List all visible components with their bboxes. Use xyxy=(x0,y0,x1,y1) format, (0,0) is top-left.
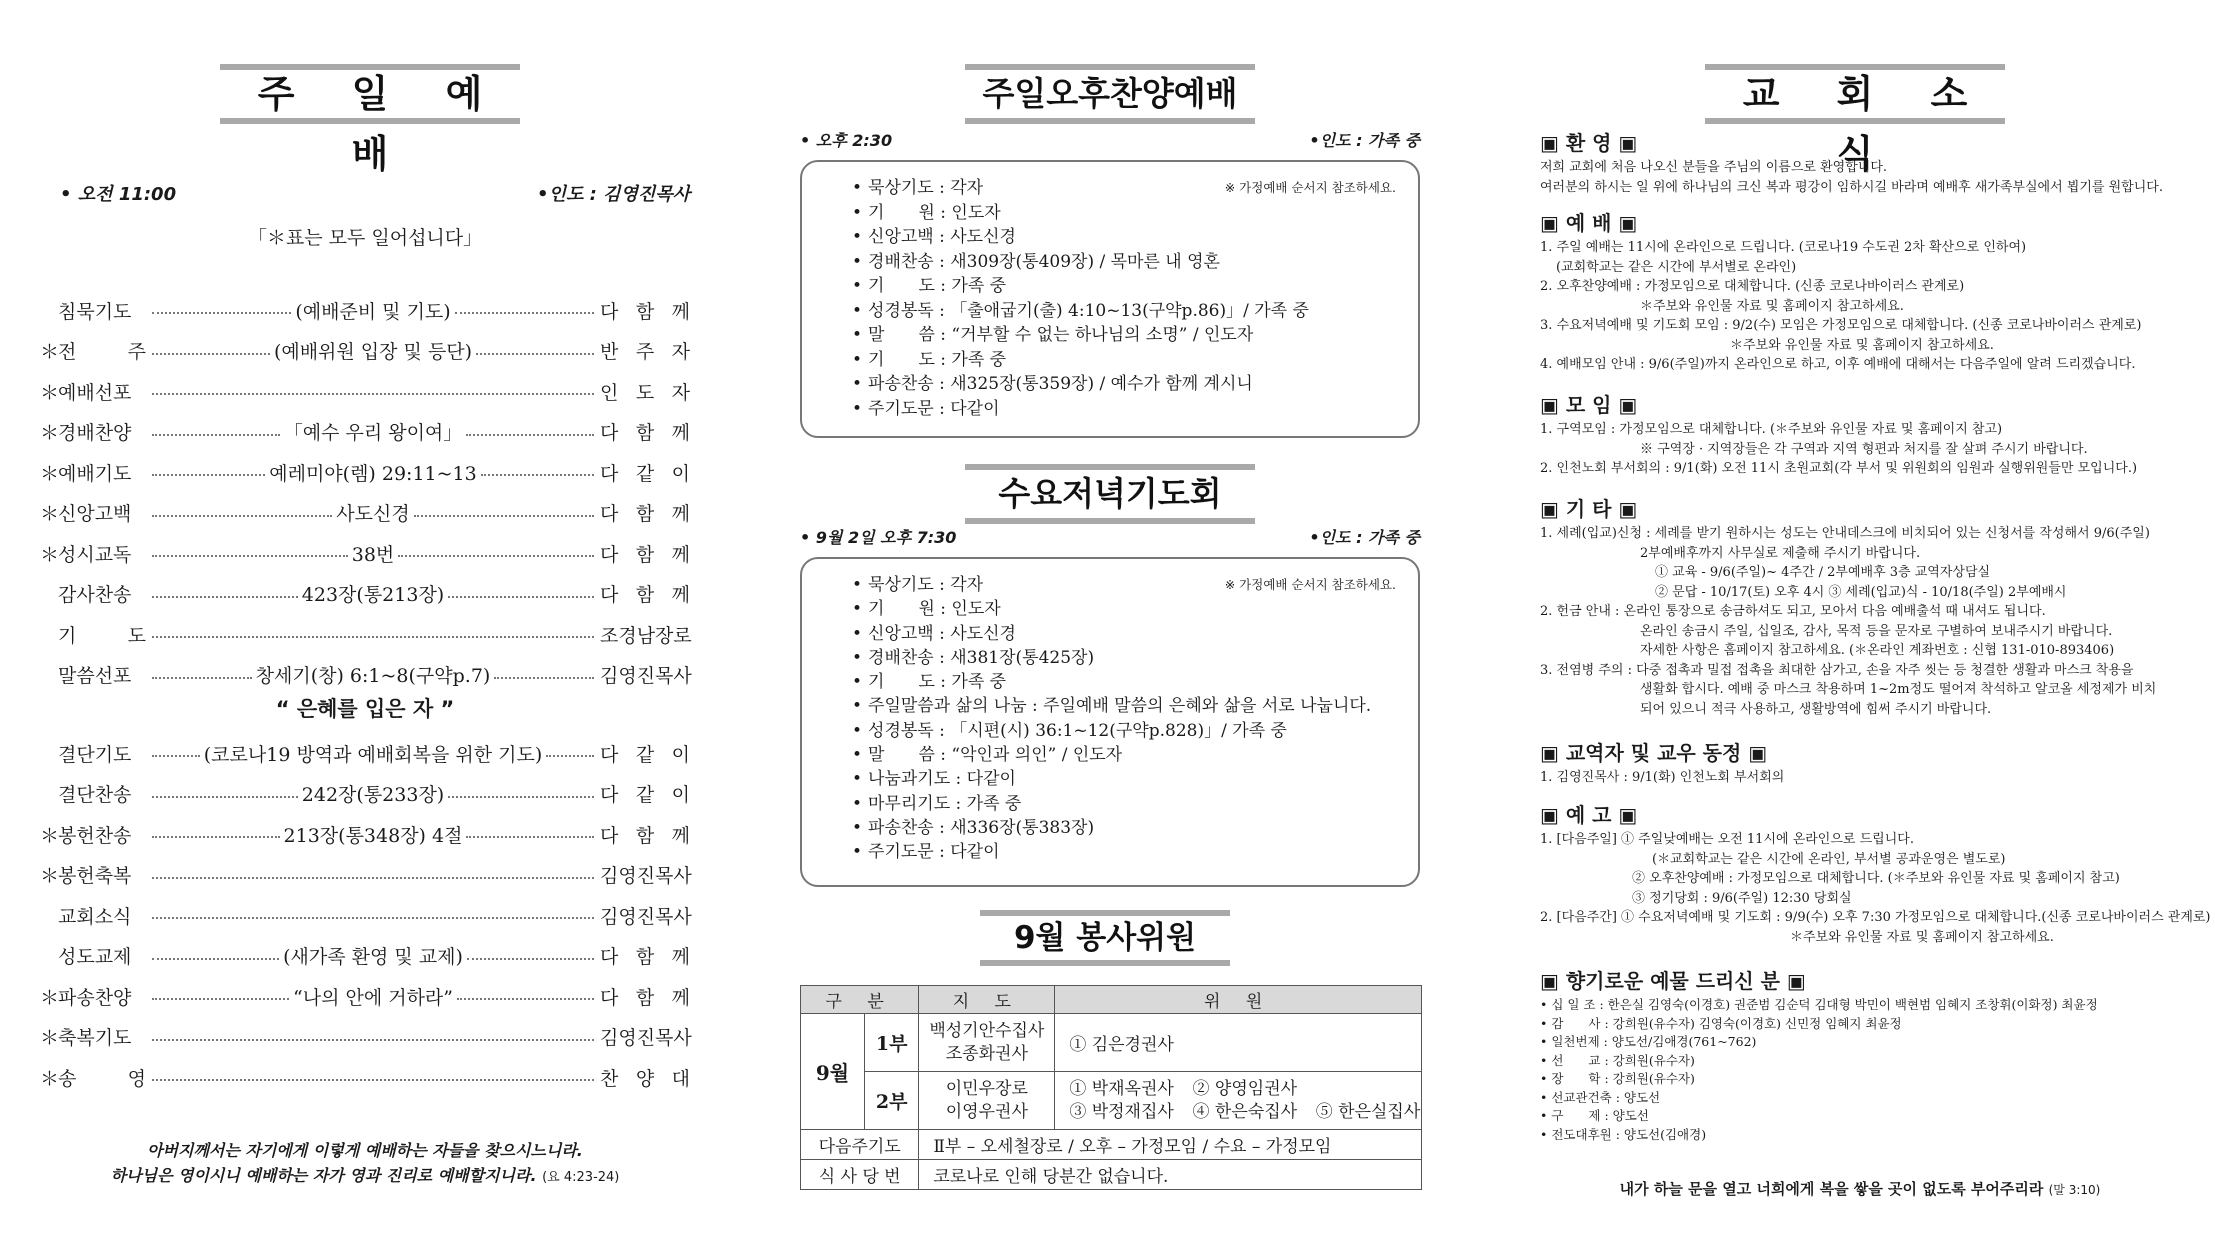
dot-leader xyxy=(152,998,289,1000)
people-news-section xyxy=(1540,738,2180,788)
order-person: 다 함 께 xyxy=(600,946,690,969)
order-item: • 파송찬송 : 새336장(통383장) xyxy=(852,816,1371,840)
part1-leaders xyxy=(919,1014,1055,1072)
order-row xyxy=(40,614,690,655)
order-person: 다 함 께 xyxy=(600,503,690,526)
news-line: ※ 구역장 · 지역장들은 각 구역과 지역 형편과 처지를 잘 살펴 주시기 바랍니다. xyxy=(1640,441,2088,457)
offering-line: • 장 학 : 강희원(유수자) xyxy=(1540,1071,1695,1086)
dot-leader xyxy=(398,555,594,557)
dot-leader xyxy=(152,836,280,838)
order-item: • 주기도문 : 다같이 xyxy=(852,840,1371,864)
dot-leader xyxy=(467,958,594,960)
news-line: 저희 교회에 처음 나오신 분들을 주님의 이름으로 환영합니다. xyxy=(1540,160,1888,175)
welcome-section xyxy=(1540,128,2180,197)
order-person: 김영진목사 xyxy=(600,1027,692,1050)
dot-leader xyxy=(494,677,594,679)
dot-leader xyxy=(152,515,332,517)
church-news-column xyxy=(1540,0,2211,1240)
news-line: 생활화 합시다. 예배 중 마스크 착용하며 1~2m정도 떨어져 착석하고 알코올 세정제가 비치 xyxy=(1640,682,2157,697)
dot-leader xyxy=(152,312,291,314)
order-item: • 묵상기도 : 각자 xyxy=(852,573,1371,597)
stand-note: 「＊표는 모두 일어섭니다」 xyxy=(247,227,483,249)
dot-leader xyxy=(466,836,594,838)
stand-mark: ＊ xyxy=(40,865,60,888)
dot-leader xyxy=(152,636,594,638)
verse-line-1: 아버지께서는 자기에게 이렇게 예배하는 자들을 찾으시느니라. xyxy=(147,1141,583,1160)
news-line: ① 교육 - 9/6(주일)~ 4주간 / 2부예배후 3층 교역자상담실 xyxy=(1655,565,1991,580)
afternoon-order-box xyxy=(800,160,1420,438)
dot-leader xyxy=(152,393,594,395)
news-line: 1. 구역모임 : 가정모임으로 대체합니다. (＊주보와 유인물 자료 및 홈페이지 참고) xyxy=(1540,422,2003,437)
order-content: (예배위원 입장 및 등단) xyxy=(273,341,473,364)
order-content: 창세기(창) 6:1~8(구약p.7) xyxy=(255,665,491,688)
section-heading: ▣ 향기로운 예물 드리신 분 ▣ xyxy=(1540,969,1806,993)
order-label: 신앙고백 xyxy=(58,503,132,526)
order-row xyxy=(40,814,690,855)
order-item: • 신앙고백 : 사도신경 xyxy=(852,225,1309,250)
sunday-worship-column xyxy=(40,0,690,1240)
afternoon-leader: •인도 : 가족 중 xyxy=(1309,131,1420,150)
part-2: 2부 xyxy=(865,1072,919,1130)
order-row xyxy=(40,855,690,896)
news-line: 2부예배후까지 사무실로 제출해 주시기 바랍니다. xyxy=(1640,545,1921,561)
dot-leader xyxy=(152,434,280,436)
title-bottom-bar xyxy=(1705,118,2005,124)
order-item: • 기 도 : 가족 중 xyxy=(852,348,1309,373)
section-title-text: 주 일 예 배 xyxy=(257,72,505,176)
dot-leader xyxy=(152,1039,594,1041)
order-leader-dots xyxy=(152,780,594,807)
dot-leader xyxy=(152,677,252,679)
news-line: 여러분의 하시는 일 위에 하나님의 크신 복과 평강이 임하시길 바라며 예배후 새가족부실에서 뵙기를 원합니다. xyxy=(1540,179,2163,195)
news-line: (교회학교는 같은 시간에 부서별로 온라인) xyxy=(1556,259,1797,275)
dot-leader xyxy=(152,796,298,798)
order-label: 파송찬양 xyxy=(58,986,132,1009)
order-leader-dots xyxy=(152,540,594,567)
order-label: 성도교제 xyxy=(58,946,132,969)
bible-verse xyxy=(40,1138,690,1190)
afternoon-worship-title xyxy=(965,64,1255,124)
leader-name: 백성기안수집사 xyxy=(929,1020,1045,1041)
verse-line-2: 하나님은 영이시니 예배하는 자가 영과 진리로 예배할지니라. xyxy=(110,1166,537,1185)
sunday-worship-title xyxy=(220,64,520,176)
order-person: 다 함 께 xyxy=(600,422,690,445)
order-content: 423장(통213장) xyxy=(301,584,445,607)
order-row xyxy=(40,976,690,1017)
order-leader-dots xyxy=(152,661,594,688)
order-leader-dots xyxy=(152,630,594,638)
dot-leader xyxy=(476,353,594,355)
worship-time: • 오전 11:00 xyxy=(60,184,177,205)
order-leader-dots xyxy=(152,911,594,919)
order-row xyxy=(40,655,690,696)
order-content: 38번 xyxy=(351,543,395,566)
offering-line: • 십 일 조 : 한은실 김영숙(이경호) 권준범 김순덕 김대형 박민이 백현범 임혜지 조창휘(이화정) 최윤정 xyxy=(1540,997,2098,1012)
order-content: 213장(통348장) 4절 xyxy=(283,824,463,847)
title-bottom-bar xyxy=(965,118,1255,124)
dot-leader xyxy=(152,917,594,919)
order-label: 기 도 xyxy=(58,624,146,647)
order-row xyxy=(40,574,690,615)
offering-section xyxy=(1540,966,2180,1144)
wednesday-order-box xyxy=(800,557,1420,887)
order-leader-dots xyxy=(152,871,594,879)
news-line: 4. 예배모임 안내 : 9/6(주일)까지 온라인으로 하고, 이후 예배에 대해서는 다음주일에 알려 드리겠습니다. xyxy=(1540,357,2136,372)
dot-leader xyxy=(457,998,594,1000)
title-top-bar xyxy=(220,64,520,70)
order-leader-dots xyxy=(152,983,594,1010)
worship-leader: •인도 : 김영진목사 xyxy=(537,184,690,205)
verse-reference: (요 4:23-24) xyxy=(542,1170,620,1185)
offering-line: • 감 사 : 강희원(유수자) 김영숙(이경호) 신민정 임혜지 최윤정 xyxy=(1540,1015,1902,1031)
dot-leader xyxy=(152,1079,594,1081)
news-line: ② 오후찬양예배 : 가정모임으로 대체합니다. (＊주보와 유인물 자료 및 홈페이지 참고) xyxy=(1632,871,2120,886)
section-heading: ▣ 교역자 및 교우 동정 ▣ xyxy=(1540,741,1768,765)
order-row xyxy=(40,533,690,574)
section-title-text: 수요저녁기도회 xyxy=(998,474,1222,513)
news-line: 자세한 사항은 홈페이지 참고하세요. (＊온라인 계좌번호 : 신협 131-010-893406) xyxy=(1640,643,2115,658)
order-leader-dots xyxy=(152,1033,594,1041)
offering-line: • 선 교 : 강희원(유수자) xyxy=(1540,1052,1695,1068)
news-line: 1. 주일 예배는 11시에 온라인으로 드립니다. (코로나19 수도권 2차 확산으로 인하여) xyxy=(1540,240,2027,255)
order-label: 송 영 xyxy=(58,1067,146,1090)
stand-mark: ＊ xyxy=(40,824,60,847)
stand-mark: ＊ xyxy=(40,381,60,404)
news-line: 1. 김영진목사 : 9/1(화) 인천노회 부서회의 xyxy=(1540,770,1785,785)
box-note: ※ 가정예배 순서지 참조하세요. xyxy=(1224,577,1396,592)
order-row xyxy=(40,1057,690,1098)
header-wiwon: 위 원 xyxy=(1055,986,1422,1014)
order-row xyxy=(40,895,690,936)
wednesday-time: • 9월 2일 오후 7:30 xyxy=(800,528,957,547)
order-content: 242장(통233장) xyxy=(301,784,445,807)
order-label: 말씀선포 xyxy=(58,665,132,688)
order-person: 다 같 이 xyxy=(600,462,690,485)
order-label: 전 주 xyxy=(58,341,146,364)
dot-leader xyxy=(152,474,265,476)
header-gubun: 구 분 xyxy=(801,986,919,1014)
news-line: 온라인 송금시 주일, 십일조, 감사, 목적 등을 문자로 구별하여 보내주시기 바랍니다. xyxy=(1640,623,2113,639)
news-line: 1. 세례(입교)신청 : 세례를 받기 원하시는 성도는 안내데스크에 비치되어 있는 신청서를 작성해서 9/6(주일) xyxy=(1540,526,2150,541)
dot-leader xyxy=(481,474,594,476)
order-leader-dots xyxy=(152,821,594,848)
order-item: • 경배찬송 : 새309장(통409장) / 목마른 내 영혼 xyxy=(852,250,1309,275)
order-content: (코로나19 방역과 예배회복을 위한 기도) xyxy=(203,743,543,766)
news-line: 되어 있으니 적극 사용하고, 생활방역에 힘써 주시기 바랍니다. xyxy=(1640,701,1992,717)
part-1: 1부 xyxy=(865,1014,919,1072)
news-line: 2. 헌금 안내 : 온라인 통장으로 송금하셔도 되고, 모아서 다음 예배출석 때 내셔도 됩니다. xyxy=(1540,604,2046,619)
part2-members xyxy=(1055,1072,1422,1130)
order-row xyxy=(40,412,690,453)
member-name: ④ 한은숙집사 xyxy=(1192,1101,1298,1122)
dot-leader xyxy=(414,515,594,517)
offering-line: • 전도대후원 : 양도선(김애경) xyxy=(1540,1126,1707,1142)
order-label: 봉헌찬송 xyxy=(58,824,132,847)
news-line: 2. 오후찬양예배 : 가정모임으로 대체합니다. (신종 코로나바이러스 관계로) xyxy=(1540,279,1965,294)
order-content: 「예수 우리 왕이여」 xyxy=(283,422,463,445)
order-content: 예레미야(렘) 29:11~13 xyxy=(269,462,477,485)
order-leader-dots xyxy=(152,942,594,969)
order-person: 다 함 께 xyxy=(600,824,690,847)
order-label: 성시교독 xyxy=(58,543,132,566)
volunteers-table xyxy=(800,985,1422,1190)
news-line: ② 문답 - 10/17(토) 오후 4시 ③ 세례(입교)식 - 10/18(주일) 2부예배시 xyxy=(1655,584,2067,600)
worship-order-list-2 xyxy=(40,733,690,1098)
stand-mark: ＊ xyxy=(40,422,60,445)
next-prayer-label: 다음주기도 xyxy=(801,1130,919,1160)
order-item: • 파송찬송 : 새325장(통359장) / 예수가 함께 계시니 xyxy=(852,372,1309,397)
order-content: 사도신경 xyxy=(336,503,410,526)
order-row xyxy=(40,371,690,412)
afternoon-time: • 오후 2:30 xyxy=(800,131,893,150)
title-top-bar xyxy=(965,464,1255,470)
news-line: ③ 정기당회 : 9/6(주일) 12:30 당회실 xyxy=(1632,890,1852,906)
order-label: 감사찬송 xyxy=(58,584,132,607)
title-bottom-bar xyxy=(980,960,1230,966)
volunteers-title xyxy=(980,910,1230,966)
dot-leader xyxy=(152,877,594,879)
news-line: 2. 인천노회 부서회의 : 9/1(화) 오전 11시 초원교회(각 부서 및 위원회의 임원과 실행위원들만 모입니다.) xyxy=(1540,461,2138,476)
title-top-bar xyxy=(1705,64,2005,70)
dot-leader xyxy=(448,796,594,798)
offering-line: • 구 제 : 양도선 xyxy=(1540,1108,1649,1123)
leader-name: 이영우권사 xyxy=(945,1101,1028,1122)
order-label: 예배기도 xyxy=(58,462,132,485)
afternoon-order-list xyxy=(852,176,1309,421)
dot-leader xyxy=(466,434,594,436)
order-leader-dots xyxy=(152,499,594,526)
stand-mark: ＊ xyxy=(40,341,60,364)
order-leader-dots xyxy=(152,740,594,767)
order-person: 다 함 께 xyxy=(600,300,690,323)
stand-mark: ＊ xyxy=(40,1067,60,1090)
order-row xyxy=(40,290,690,331)
next-prayer-value: Ⅱ부 – 오세철장로 / 오후 – 가정모임 / 수요 – 가정모임 xyxy=(919,1130,1422,1160)
member-name: ③ 박정재집사 xyxy=(1069,1101,1174,1122)
order-person: 김영진목사 xyxy=(600,665,692,688)
section-heading: ▣ 모 임 ▣ xyxy=(1540,393,1638,417)
stand-mark: ＊ xyxy=(40,543,60,566)
order-person: 반 주 자 xyxy=(600,341,690,364)
etc-section xyxy=(1540,494,2180,719)
title-top-bar xyxy=(980,910,1230,916)
offering-line: • 선교관건축 : 양도선 xyxy=(1540,1089,1661,1105)
order-item: • 신앙고백 : 사도신경 xyxy=(852,622,1371,646)
worship-section xyxy=(1540,208,2180,375)
section-title-text: 주일오후찬양예배 xyxy=(982,74,1238,113)
order-person: 다 같 이 xyxy=(600,784,690,807)
news-line: 3. 전염병 주의 : 다중 접촉과 밀접 접촉을 최대한 삼가고, 손을 자주 씻는 등 청결한 생활과 마스크 착용을 xyxy=(1540,662,2134,678)
order-leader-dots xyxy=(152,459,594,486)
title-bottom-bar xyxy=(220,118,520,124)
section-heading: ▣ 예 배 ▣ xyxy=(1540,211,1638,235)
meeting-section xyxy=(1540,390,2180,479)
title-bottom-bar xyxy=(965,518,1255,524)
wednesday-prayer-title xyxy=(965,464,1255,524)
order-row xyxy=(40,1017,690,1058)
stand-mark: ＊ xyxy=(40,1027,60,1050)
month-cell: 9월 xyxy=(801,1014,865,1130)
order-person: 조경남장로 xyxy=(600,624,692,647)
order-leader-dots xyxy=(152,1073,594,1081)
order-label: 결단기도 xyxy=(58,743,132,766)
leader-name: 조종화권사 xyxy=(945,1043,1028,1064)
stand-mark: ＊ xyxy=(40,986,60,1009)
order-person: 김영진목사 xyxy=(600,905,692,928)
meal-duty-value: 코로나로 인해 당분간 없습니다. xyxy=(919,1160,1422,1190)
order-item: • 기 원 : 인도자 xyxy=(852,597,1371,621)
dot-leader xyxy=(152,555,348,557)
dot-leader xyxy=(152,596,298,598)
verse-text: 내가 하늘 문을 열고 너희에게 복을 쌓을 곳이 없도록 부어주리라 xyxy=(1619,1180,2044,1198)
order-leader-dots xyxy=(152,297,594,324)
order-item: • 묵상기도 : 각자 xyxy=(852,176,1309,201)
sermon-title: “ 은혜를 입은 자 ” xyxy=(275,697,455,721)
order-item: • 나눔과기도 : 다같이 xyxy=(852,767,1371,791)
order-item: • 말 씀 : “악인과 의인” / 인도자 xyxy=(852,743,1371,767)
dot-leader xyxy=(152,958,279,960)
dot-leader xyxy=(448,596,594,598)
order-item: • 기 원 : 인도자 xyxy=(852,201,1309,226)
header-jido: 지 도 xyxy=(919,986,1055,1014)
order-label: 예배선포 xyxy=(58,381,132,404)
order-leader-dots xyxy=(152,387,594,395)
order-row xyxy=(40,331,690,372)
news-line: 2. [다음주간] ① 수요저녁예배 및 기도회 : 9/9(수) 오후 7:30 가정모임으로 대체합니다.(신종 코로나바이러스 관계로) xyxy=(1540,910,2211,925)
order-row xyxy=(40,774,690,815)
order-label: 봉헌축복 xyxy=(58,865,132,888)
order-item: • 주기도문 : 다같이 xyxy=(852,397,1309,422)
order-content: (새가족 환영 및 교제) xyxy=(283,946,463,969)
order-label: 침묵기도 xyxy=(58,300,132,323)
offering-line: • 일천번제 : 양도선/김애경(761~762) xyxy=(1540,1034,1757,1049)
section-heading: ▣ 환 영 ▣ xyxy=(1540,131,1638,155)
section-title-text: 9월 봉사위원 xyxy=(1013,920,1197,956)
order-content: “나의 안에 거하라” xyxy=(293,986,453,1009)
dot-leader xyxy=(152,353,270,355)
box-note: ※ 가정예배 순서지 참조하세요. xyxy=(1224,180,1396,195)
member-name: ② 양영임권사 xyxy=(1192,1078,1298,1099)
order-item: • 성경봉독 : 「출애굽기(출) 4:10~13(구약p.86)」/ 가족 중 xyxy=(852,299,1309,324)
order-content: (예배준비 및 기도) xyxy=(295,300,451,323)
news-line: ＊주보와 유인물 자료 및 홈페이지 참고하세요. xyxy=(1790,929,2054,945)
afternoon-wednesday-column xyxy=(790,0,1430,1240)
order-label: 경배찬양 xyxy=(58,422,132,445)
order-person: 김영진목사 xyxy=(600,865,692,888)
order-row xyxy=(40,493,690,534)
order-person: 다 같 이 xyxy=(600,743,690,766)
title-top-bar xyxy=(965,64,1255,70)
order-leader-dots xyxy=(152,337,594,364)
news-line: ＊주보와 유인물 자료 및 홈페이지 참고하세요. xyxy=(1730,337,1994,353)
order-item: • 기 도 : 가족 중 xyxy=(852,274,1309,299)
wednesday-order-list xyxy=(852,573,1371,865)
order-row xyxy=(40,733,690,774)
order-person: 다 함 께 xyxy=(600,986,690,1009)
dot-leader xyxy=(152,755,200,757)
order-label: 축복기도 xyxy=(58,1027,132,1050)
order-person: 다 함 께 xyxy=(600,543,690,566)
order-item: • 기 도 : 가족 중 xyxy=(852,670,1371,694)
news-line: 3. 수요저녁예배 및 기도회 모임 : 9/2(수) 모임은 가정모임으로 대체합니다. (신종 코로나바이러스 관계로) xyxy=(1540,318,2142,333)
verse-reference: (말 3:10) xyxy=(2048,1183,2101,1197)
order-label: 교회소식 xyxy=(58,905,132,928)
order-leader-dots xyxy=(152,418,594,445)
order-person: 다 함 께 xyxy=(600,584,690,607)
order-item: • 경배찬송 : 새381장(통425장) xyxy=(852,646,1371,670)
section-heading: ▣ 예 고 ▣ xyxy=(1540,803,1638,827)
bottom-verse xyxy=(1540,1178,2180,1199)
order-person: 인 도 자 xyxy=(600,381,690,404)
order-row xyxy=(40,936,690,977)
member-name: ⑤ 한은실집사 xyxy=(1315,1101,1421,1122)
order-item: • 마무리기도 : 가족 중 xyxy=(852,792,1371,816)
dot-leader xyxy=(455,312,594,314)
order-person: 찬 양 대 xyxy=(600,1067,690,1090)
meal-duty-label: 식 사 당 번 xyxy=(801,1160,919,1190)
member-name: ① 박재옥권사 xyxy=(1069,1078,1174,1099)
order-row xyxy=(40,452,690,493)
section-heading: ▣ 기 타 ▣ xyxy=(1540,497,1638,521)
section-title-text: 교 회 소 식 xyxy=(1742,72,1990,176)
news-line: 1. [다음주일] ① 주일낮예배는 오전 11시에 온라인으로 드립니다. xyxy=(1540,832,1914,847)
news-line: ＊주보와 유인물 자료 및 홈페이지 참고하세요. xyxy=(1640,298,1904,314)
news-line: (＊교회학교는 같은 시간에 온라인, 부서별 공과운영은 별도로) xyxy=(1652,851,2006,867)
dot-leader xyxy=(546,755,594,757)
part2-leaders xyxy=(919,1072,1055,1130)
preview-section xyxy=(1540,800,2211,947)
worship-order-list xyxy=(40,290,690,695)
leader-name: 이민우장로 xyxy=(945,1078,1028,1099)
stand-mark: ＊ xyxy=(40,503,60,526)
wednesday-leader: •인도 : 가족 중 xyxy=(1309,528,1420,547)
stand-mark: ＊ xyxy=(40,462,60,485)
member-name xyxy=(1316,1078,1421,1101)
order-item: • 말 씀 : “거부할 수 없는 하나님의 소명” / 인도자 xyxy=(852,323,1309,348)
order-label: 결단찬송 xyxy=(58,784,132,807)
order-leader-dots xyxy=(152,580,594,607)
order-item: • 주일말씀과 삶의 나눔 : 주일예배 말씀의 은혜와 삶을 서로 나눕니다. xyxy=(852,694,1371,718)
order-item: • 성경봉독 : 「시편(시) 36:1~12(구약p.828)」/ 가족 중 xyxy=(852,719,1371,743)
part1-members: ① 김은경권사 xyxy=(1055,1014,1422,1072)
